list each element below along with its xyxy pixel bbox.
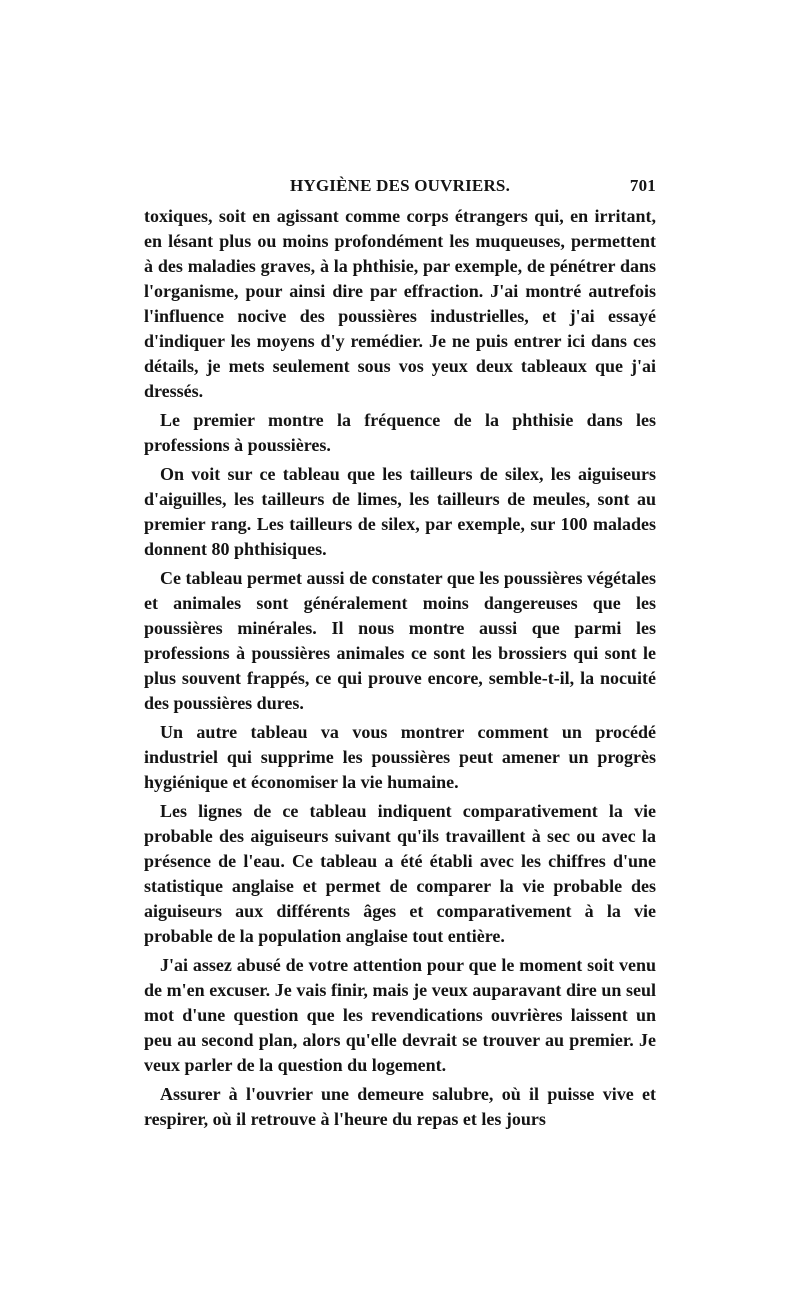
paragraph: Ce tableau permet aussi de constater que les poussières végétales et animales sont généralement moins dangereuses que les poussières minérales. Il nous montre aussi que parmi les professions à poussières animales ce sont les brossiers qui sont le plus souvent frappés, ce qui prouve encore, semble-t-il, la nocuité des poussières dures. xyxy=(144,568,656,713)
paragraph-continuation: toxiques, soit en agissant comme corps étrangers qui, en irritant, en lésant plus ou moins profondément les muqueuses, permettent à des maladies graves, à la phthisie, par exemple, de pénétrer dans l'organisme, pour ainsi dire par effraction. J'ai montré autrefois l'influence nocive des poussières industrielles, et j'ai essayé d'indiquer les moyens d'y remédier. Je ne puis entrer ici dans ces détails, je mets seulement sous vos yeux deux tableaux que j'ai dressés. xyxy=(144,206,656,401)
running-title: HYGIÈNE DES OUVRIERS. xyxy=(289,176,511,195)
paragraph: On voit sur ce tableau que les tailleurs de silex, les aiguiseurs d'aiguilles, les tailleurs de limes, les tailleurs de meules, sont au premier rang. Les tailleurs de silex, par exemple, sur 100 malades donnent 80 phthisiques. xyxy=(144,464,656,559)
paragraph: Les lignes de ce tableau indiquent comparativement la vie probable des aiguiseurs suivant qu'ils travaillent à sec ou avec la présence de l'eau. Ce tableau a été établi avec les chiffres d'une statistique anglaise et permet de comparer la vie probable des aiguiseurs aux différents âges et comparativement à la vie probable de la population anglaise tout entière. xyxy=(144,801,656,946)
page-number: 701 xyxy=(629,176,656,195)
page-header xyxy=(144,170,656,204)
paragraph: Un autre tableau va vous montrer comment un procédé industriel qui supprime les poussières peut amener un progrès hygiénique et économiser la vie humaine. xyxy=(144,722,656,792)
paragraph: Le premier montre la fréquence de la phthisie dans les professions à poussières. xyxy=(144,410,656,455)
paragraph: Assurer à l'ouvrier une demeure salubre, où il puisse vive et respirer, où il retrouve à l'heure du repas et les jours xyxy=(144,1084,656,1129)
paragraph: J'ai assez abusé de votre attention pour que le moment soit venu de m'en excuser. Je vais finir, mais je veux auparavant dire un seul mot d'une question que les revendications ouvrières laissent un peu au second plan, alors qu'elle devrait se trouver au premier. Je veux parler de la question du logement. xyxy=(144,955,656,1075)
book-page xyxy=(144,170,656,1132)
body-text xyxy=(144,204,656,1132)
